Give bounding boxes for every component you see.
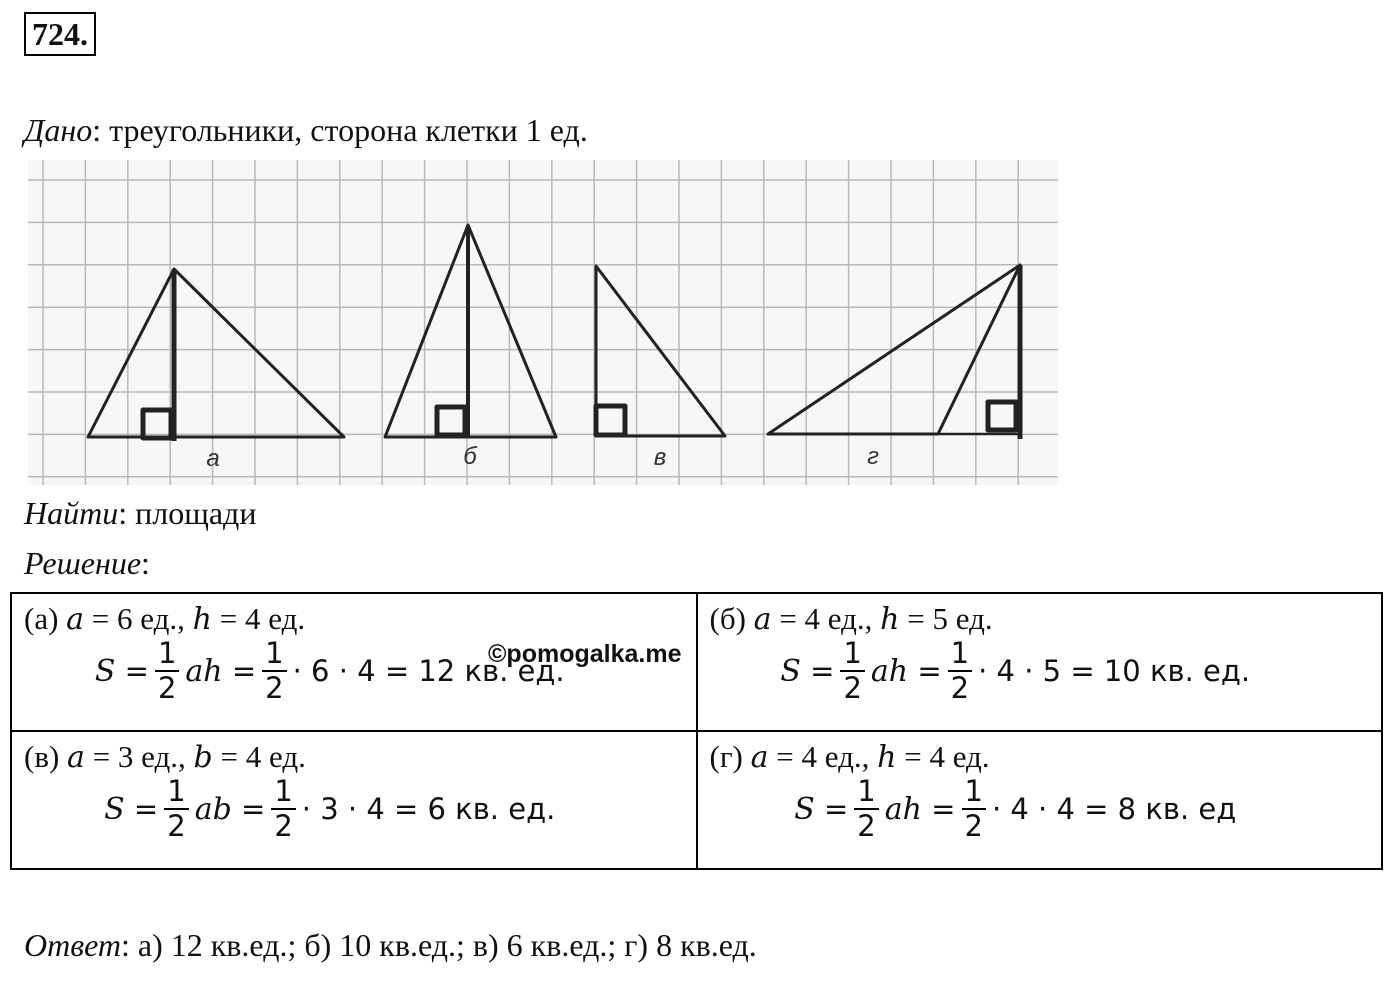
value-a: 4 ед. — [804, 601, 865, 636]
area-symbol: S — [780, 653, 801, 689]
var-a: a — [66, 602, 85, 637]
triangle-label-b: б — [463, 443, 477, 470]
problem-number: 724. — [24, 12, 96, 56]
calculation: · 3 · 4 = 6 кв. ед. — [301, 792, 556, 826]
triangles-grid-figure — [28, 160, 1058, 485]
answer-text: : а) 12 кв.ед.; б) 10 кв.ед.; в) 6 кв.ед.; г) 8 кв.ед. — [121, 927, 757, 963]
var-a: a — [750, 740, 769, 775]
watermark: ©pomogalka.me — [488, 640, 682, 668]
value-h: 5 ед. — [932, 601, 993, 636]
find-label: Найти — [24, 495, 119, 531]
calculation: · 4 · 5 = 10 кв. ед. — [978, 654, 1251, 688]
fraction: $\frac{1}{2}$ — [948, 639, 972, 703]
given-label: Дано — [24, 112, 93, 148]
case-cell-g — [697, 731, 1383, 869]
given-text: : треугольники, сторона клетки 1 ед. — [92, 112, 588, 148]
var-a: a — [67, 740, 85, 775]
solution-label: Решение — [24, 545, 142, 581]
solution-line — [24, 545, 150, 582]
value-a: 4 ед. — [801, 739, 862, 774]
case-header: (г) a = 4 ед., h = 4 ед. — [709, 739, 990, 775]
formula-vars: ah — [884, 791, 922, 827]
formula-vars: ah — [185, 653, 223, 689]
solution-table — [10, 592, 1383, 870]
fraction: $\frac{1}{2}$ — [155, 639, 179, 703]
calculation: · 4 · 4 = 8 кв. ед — [991, 792, 1237, 826]
value-a: 6 ед. — [117, 601, 178, 636]
var-h: h — [192, 602, 212, 637]
value-h: 4 ед. — [244, 601, 306, 636]
formula-vars: ab — [194, 791, 232, 827]
case-id: (в) — [24, 739, 60, 774]
find-text: : площади — [118, 495, 257, 531]
formula-vars: ah — [870, 653, 909, 689]
case-cell-v — [11, 731, 697, 869]
case-header: (а) a = 6 ед., h = 4 ед. — [24, 601, 306, 637]
area-symbol: S — [94, 653, 116, 689]
answer-label: Ответ — [24, 927, 121, 963]
fraction: $\frac{1}{2}$ — [962, 777, 986, 841]
area-formula: S = $\frac{1}{2}$ ab = $\frac{1}{2}$ · 3 · 4 = 6 кв. ед. — [104, 774, 556, 843]
triangle-label-v: в — [653, 444, 667, 471]
triangle-label-a: а — [206, 445, 220, 472]
case-id: (б) — [709, 601, 746, 636]
case-id: (а) — [24, 601, 59, 636]
table-row — [11, 731, 1382, 869]
value-a: 3 ед. — [117, 739, 179, 774]
calculation: · 6 · 4 = 12 кв. ед. — [292, 654, 565, 688]
var-h: h — [880, 602, 900, 637]
area-symbol: S — [104, 791, 125, 827]
area-formula: S = $\frac{1}{2}$ ah = $\frac{1}{2}$ · 4 · 4 = 8 кв. ед — [794, 774, 1237, 843]
value-h: 4 ед. — [929, 739, 990, 774]
given-line — [24, 112, 588, 149]
area-symbol: S — [794, 791, 815, 827]
var-b: b — [193, 740, 213, 775]
fraction: $\frac{1}{2}$ — [840, 639, 864, 703]
answer-line — [24, 927, 757, 964]
table-row — [11, 593, 1382, 731]
fraction: $\frac{1}{2}$ — [262, 639, 286, 703]
case-cell-b — [697, 593, 1383, 731]
area-formula: S = $\frac{1}{2}$ ah = $\frac{1}{2}$ · 6 · 4 = 12 кв. ед. — [94, 636, 565, 705]
triangle-label-g: г — [867, 443, 879, 470]
case-header: (в) a = 3 ед., b = 4 ед. — [24, 739, 306, 775]
var-a: a — [753, 602, 772, 637]
case-header: (б) a = 4 ед., h = 5 ед. — [709, 601, 993, 637]
fraction: $\frac{1}{2}$ — [854, 777, 878, 841]
var-h: h — [877, 740, 897, 775]
find-line — [24, 495, 256, 532]
case-id: (г) — [709, 739, 743, 774]
fraction: $\frac{1}{2}$ — [271, 777, 295, 841]
value-b: 4 ед. — [245, 739, 306, 774]
area-formula: S = $\frac{1}{2}$ ah = $\frac{1}{2}$ · 4 · 5 = 10 кв. ед. — [780, 636, 1251, 705]
solution-colon: : — [141, 545, 150, 581]
fraction: $\frac{1}{2}$ — [164, 777, 188, 841]
